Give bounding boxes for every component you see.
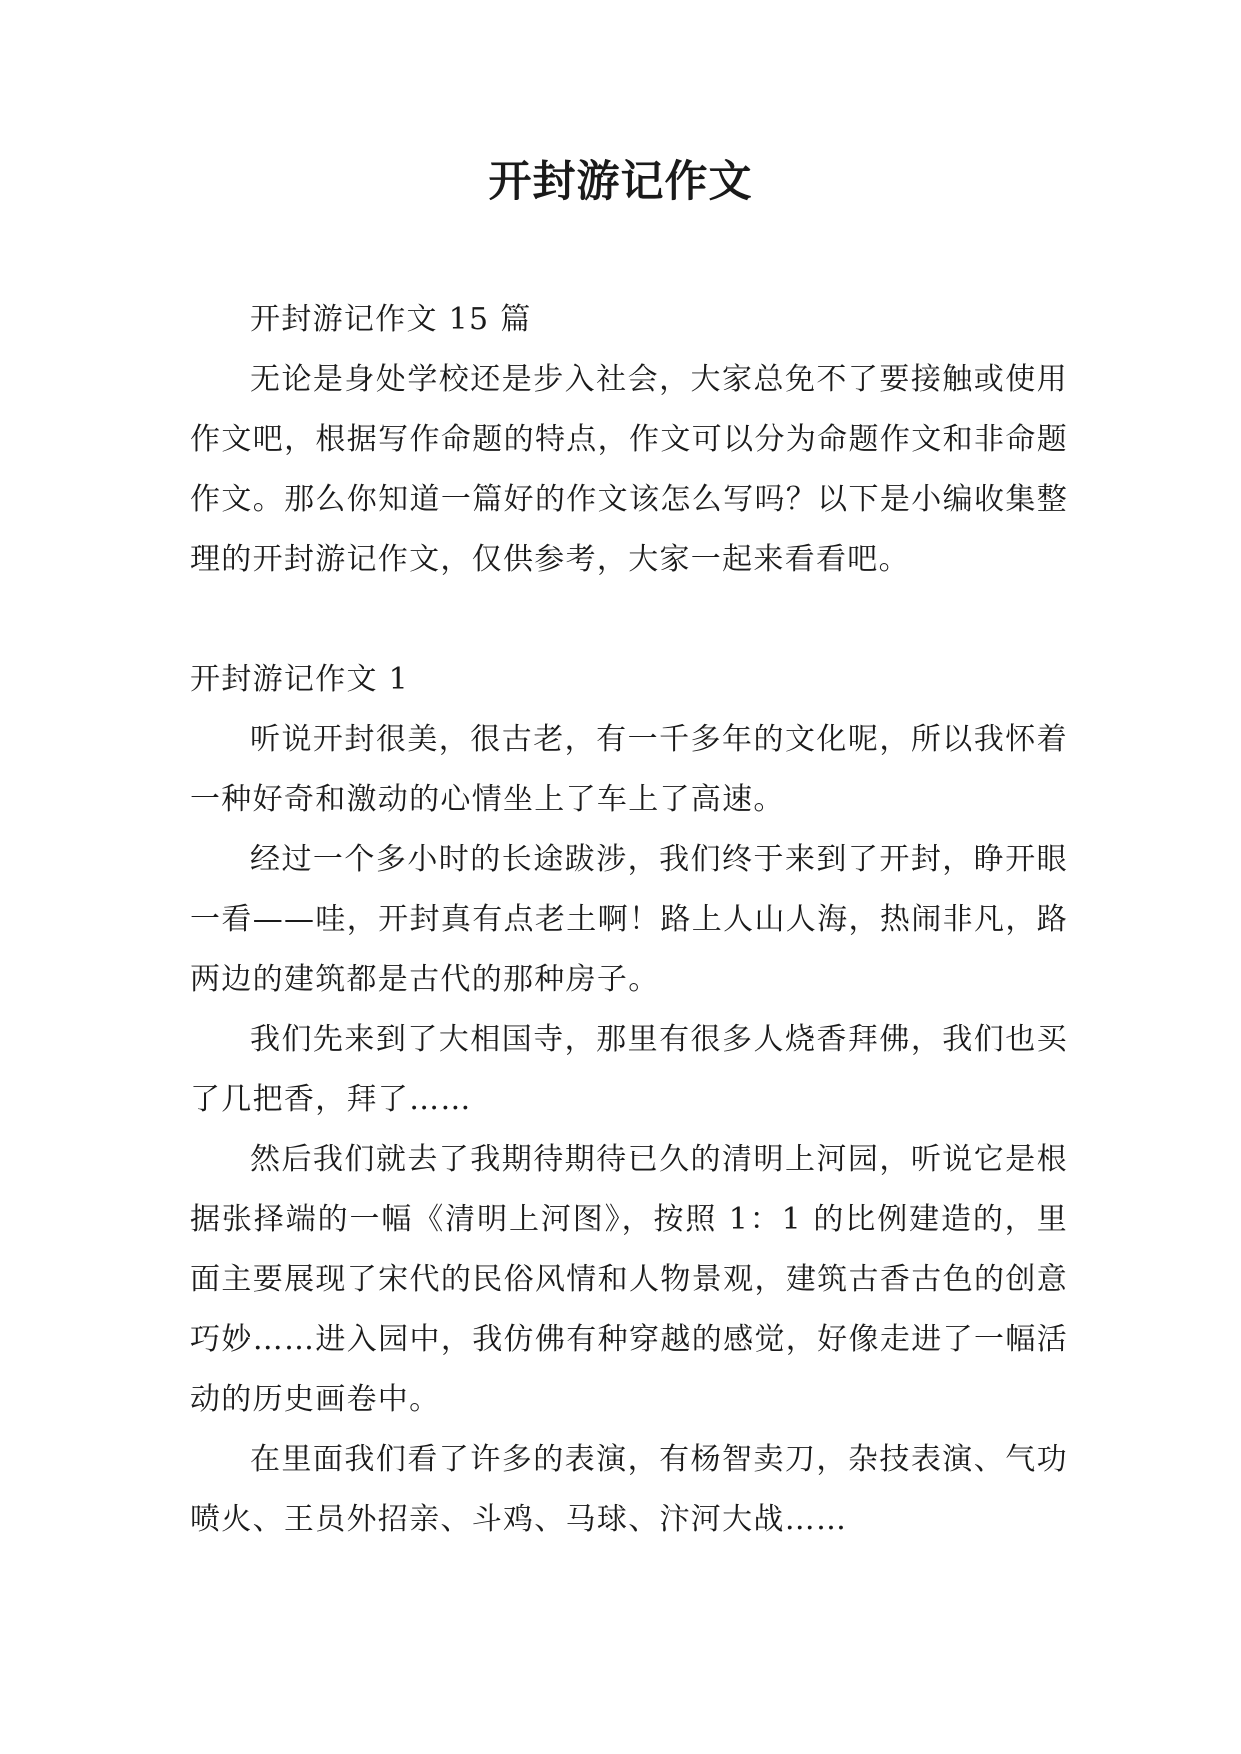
body-paragraph: 我们先来到了大相国寺，那里有很多人烧香拜佛，我们也买了几把香，拜了…… [190, 1022, 1068, 1117]
body-paragraph: 听说开封很美，很古老，有一千多年的文化呢，所以我怀着一种好奇和激动的心情坐上了车上了高速。 [190, 722, 1068, 817]
body-paragraph: 在里面我们看了许多的表演，有杨智卖刀，杂技表演、气功喷火、王员外招亲、斗鸡、马球、汴河大战…… [190, 1442, 1068, 1537]
document-title: 开封游记作文 [488, 157, 753, 207]
body-paragraph: 经过一个多小时的长途跋涉，我们终于来到了开封，睁开眼一看——哇，开封真有点老土啊！路上人山人海，热闹非凡，路两边的建筑都是古代的那种房子。 [190, 842, 1068, 997]
intro-paragraph: 无论是身处学校还是步入社会，大家总免不了要接触或使用作文吧，根据写作命题的特点，作文可以分为命题作文和非命题作文。那么你知道一篇好的作文该怎么写吗？以下是小编收集整理的开封游记作文，仅供参考，大家一起来看看吧。 [190, 362, 1068, 577]
document-subtitle: 开封游记作文 15 篇 [250, 302, 532, 337]
body-paragraph: 然后我们就去了我期待期待已久的清明上河园，听说它是根据张择端的一幅《清明上河图》，按照 1：1 的比例建造的，里面主要展现了宋代的民俗风情和人物景观，建筑古香古色的创意巧妙……进入园中，我仿佛有种穿越的感觉，好像走进了一幅活动的历史画卷中。 [190, 1142, 1068, 1417]
section-heading: 开封游记作文 1 [190, 662, 410, 697]
document-body [190, 290, 1068, 1550]
